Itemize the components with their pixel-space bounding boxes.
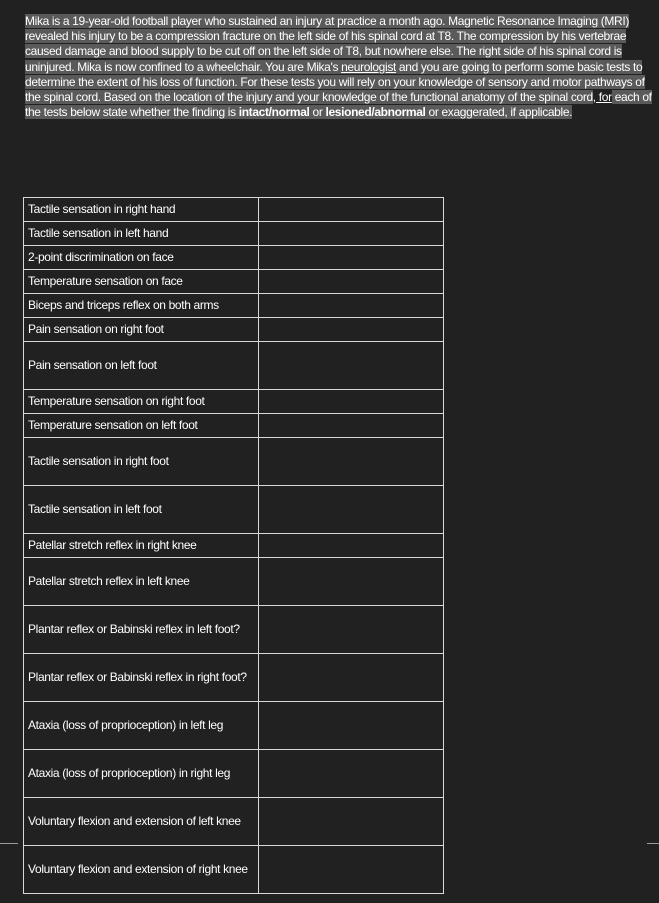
answer-cell[interactable] xyxy=(259,438,444,486)
table-row xyxy=(24,342,444,390)
answer-cell[interactable] xyxy=(259,558,444,606)
test-label: Temperature sensation on face xyxy=(24,270,259,294)
answer-cell[interactable] xyxy=(259,222,444,246)
test-label: Biceps and triceps reflex on both arms xyxy=(24,294,259,318)
answer-cell[interactable] xyxy=(259,798,444,846)
answer-cell[interactable] xyxy=(259,294,444,318)
page-edge-line-left xyxy=(0,843,18,844)
test-label: 2-point discrimination on face xyxy=(24,246,259,270)
table-row xyxy=(24,654,444,702)
table-row xyxy=(24,606,444,654)
table-row xyxy=(24,222,444,246)
table-row xyxy=(24,318,444,342)
test-label: Tactile sensation in left hand xyxy=(24,222,259,246)
answer-cell[interactable] xyxy=(259,270,444,294)
case-description xyxy=(25,14,653,120)
test-label: Voluntary flexion and extension of right knee xyxy=(24,846,259,894)
table-row xyxy=(24,246,444,270)
test-label: Temperature sensation on right foot xyxy=(24,390,259,414)
test-label: Tactile sensation in left foot xyxy=(24,486,259,534)
table-row xyxy=(24,414,444,438)
answer-cell[interactable] xyxy=(259,750,444,798)
table-row xyxy=(24,558,444,606)
table-row xyxy=(24,198,444,222)
test-label: Temperature sensation on left foot xyxy=(24,414,259,438)
table-row xyxy=(24,438,444,486)
answer-cell[interactable] xyxy=(259,654,444,702)
test-label: Plantar reflex or Babinski reflex in right foot? xyxy=(24,654,259,702)
test-label: Patellar stretch reflex in left knee xyxy=(24,558,259,606)
table-row xyxy=(24,750,444,798)
answer-cell[interactable] xyxy=(259,534,444,558)
test-label: Pain sensation on left foot xyxy=(24,342,259,390)
case-text-part-4: or exaggerated, if applicable. xyxy=(425,105,573,120)
test-label: Plantar reflex or Babinski reflex in left foot? xyxy=(24,606,259,654)
neurologist-link-text: neurologist xyxy=(341,59,396,74)
answer-cell[interactable] xyxy=(259,246,444,270)
table-row xyxy=(24,798,444,846)
page-edge-line-right xyxy=(647,843,659,844)
answer-cell[interactable] xyxy=(259,414,444,438)
case-text-part-2: and you are going to perform some basic tests to determine the extent of his loss of function. For these tests you will rely on your knowledge of sensory and motor pathways of the spinal cord. Based on the location of the injury and your knowledge of the functional anatomy of the spinal cord xyxy=(25,59,645,105)
answer-cell[interactable] xyxy=(259,198,444,222)
case-text-part-1: Mika is a 19-year-old football player who sustained an injury at practice a month ago. Magnetic Resonance Imaging (MRI) revealed his injury to be a compression fracture on the left side of his spinal cord at T8. The compression by his vertebrae caused damage and blood supply to be cut off on the left side of T8, but nowhere else. The right side of his spinal cord is uninjured. Mika is now confined to a wheelchair. You are Mika's xyxy=(25,14,630,74)
table-row xyxy=(24,390,444,414)
test-label: Ataxia (loss of proprioception) in right leg xyxy=(24,750,259,798)
case-text-comma-for: , for xyxy=(592,90,612,105)
intact-normal-term: intact/normal xyxy=(238,105,310,120)
answer-cell[interactable] xyxy=(259,702,444,750)
answer-cell[interactable] xyxy=(259,486,444,534)
table-row xyxy=(24,270,444,294)
answer-cell[interactable] xyxy=(259,846,444,894)
answer-cell[interactable] xyxy=(259,606,444,654)
table-row xyxy=(24,702,444,750)
table-row xyxy=(24,294,444,318)
test-label: Voluntary flexion and extension of left knee xyxy=(24,798,259,846)
answer-cell[interactable] xyxy=(259,390,444,414)
test-label: Patellar stretch reflex in right knee xyxy=(24,534,259,558)
answer-cell[interactable] xyxy=(259,318,444,342)
table-row xyxy=(24,534,444,558)
lesioned-abnormal-term: lesioned/abnormal xyxy=(325,105,426,120)
case-text-or: or xyxy=(309,105,326,120)
test-label: Tactile sensation in right hand xyxy=(24,198,259,222)
table-row xyxy=(24,846,444,894)
table-row xyxy=(24,486,444,534)
answer-cell[interactable] xyxy=(259,342,444,390)
tests-table xyxy=(23,197,444,894)
test-label: Tactile sensation in right foot xyxy=(24,438,259,486)
test-label: Pain sensation on right foot xyxy=(24,318,259,342)
case-text-part-3: each of the tests below state whether the finding is xyxy=(25,90,652,120)
test-label: Ataxia (loss of proprioception) in left leg xyxy=(24,702,259,750)
